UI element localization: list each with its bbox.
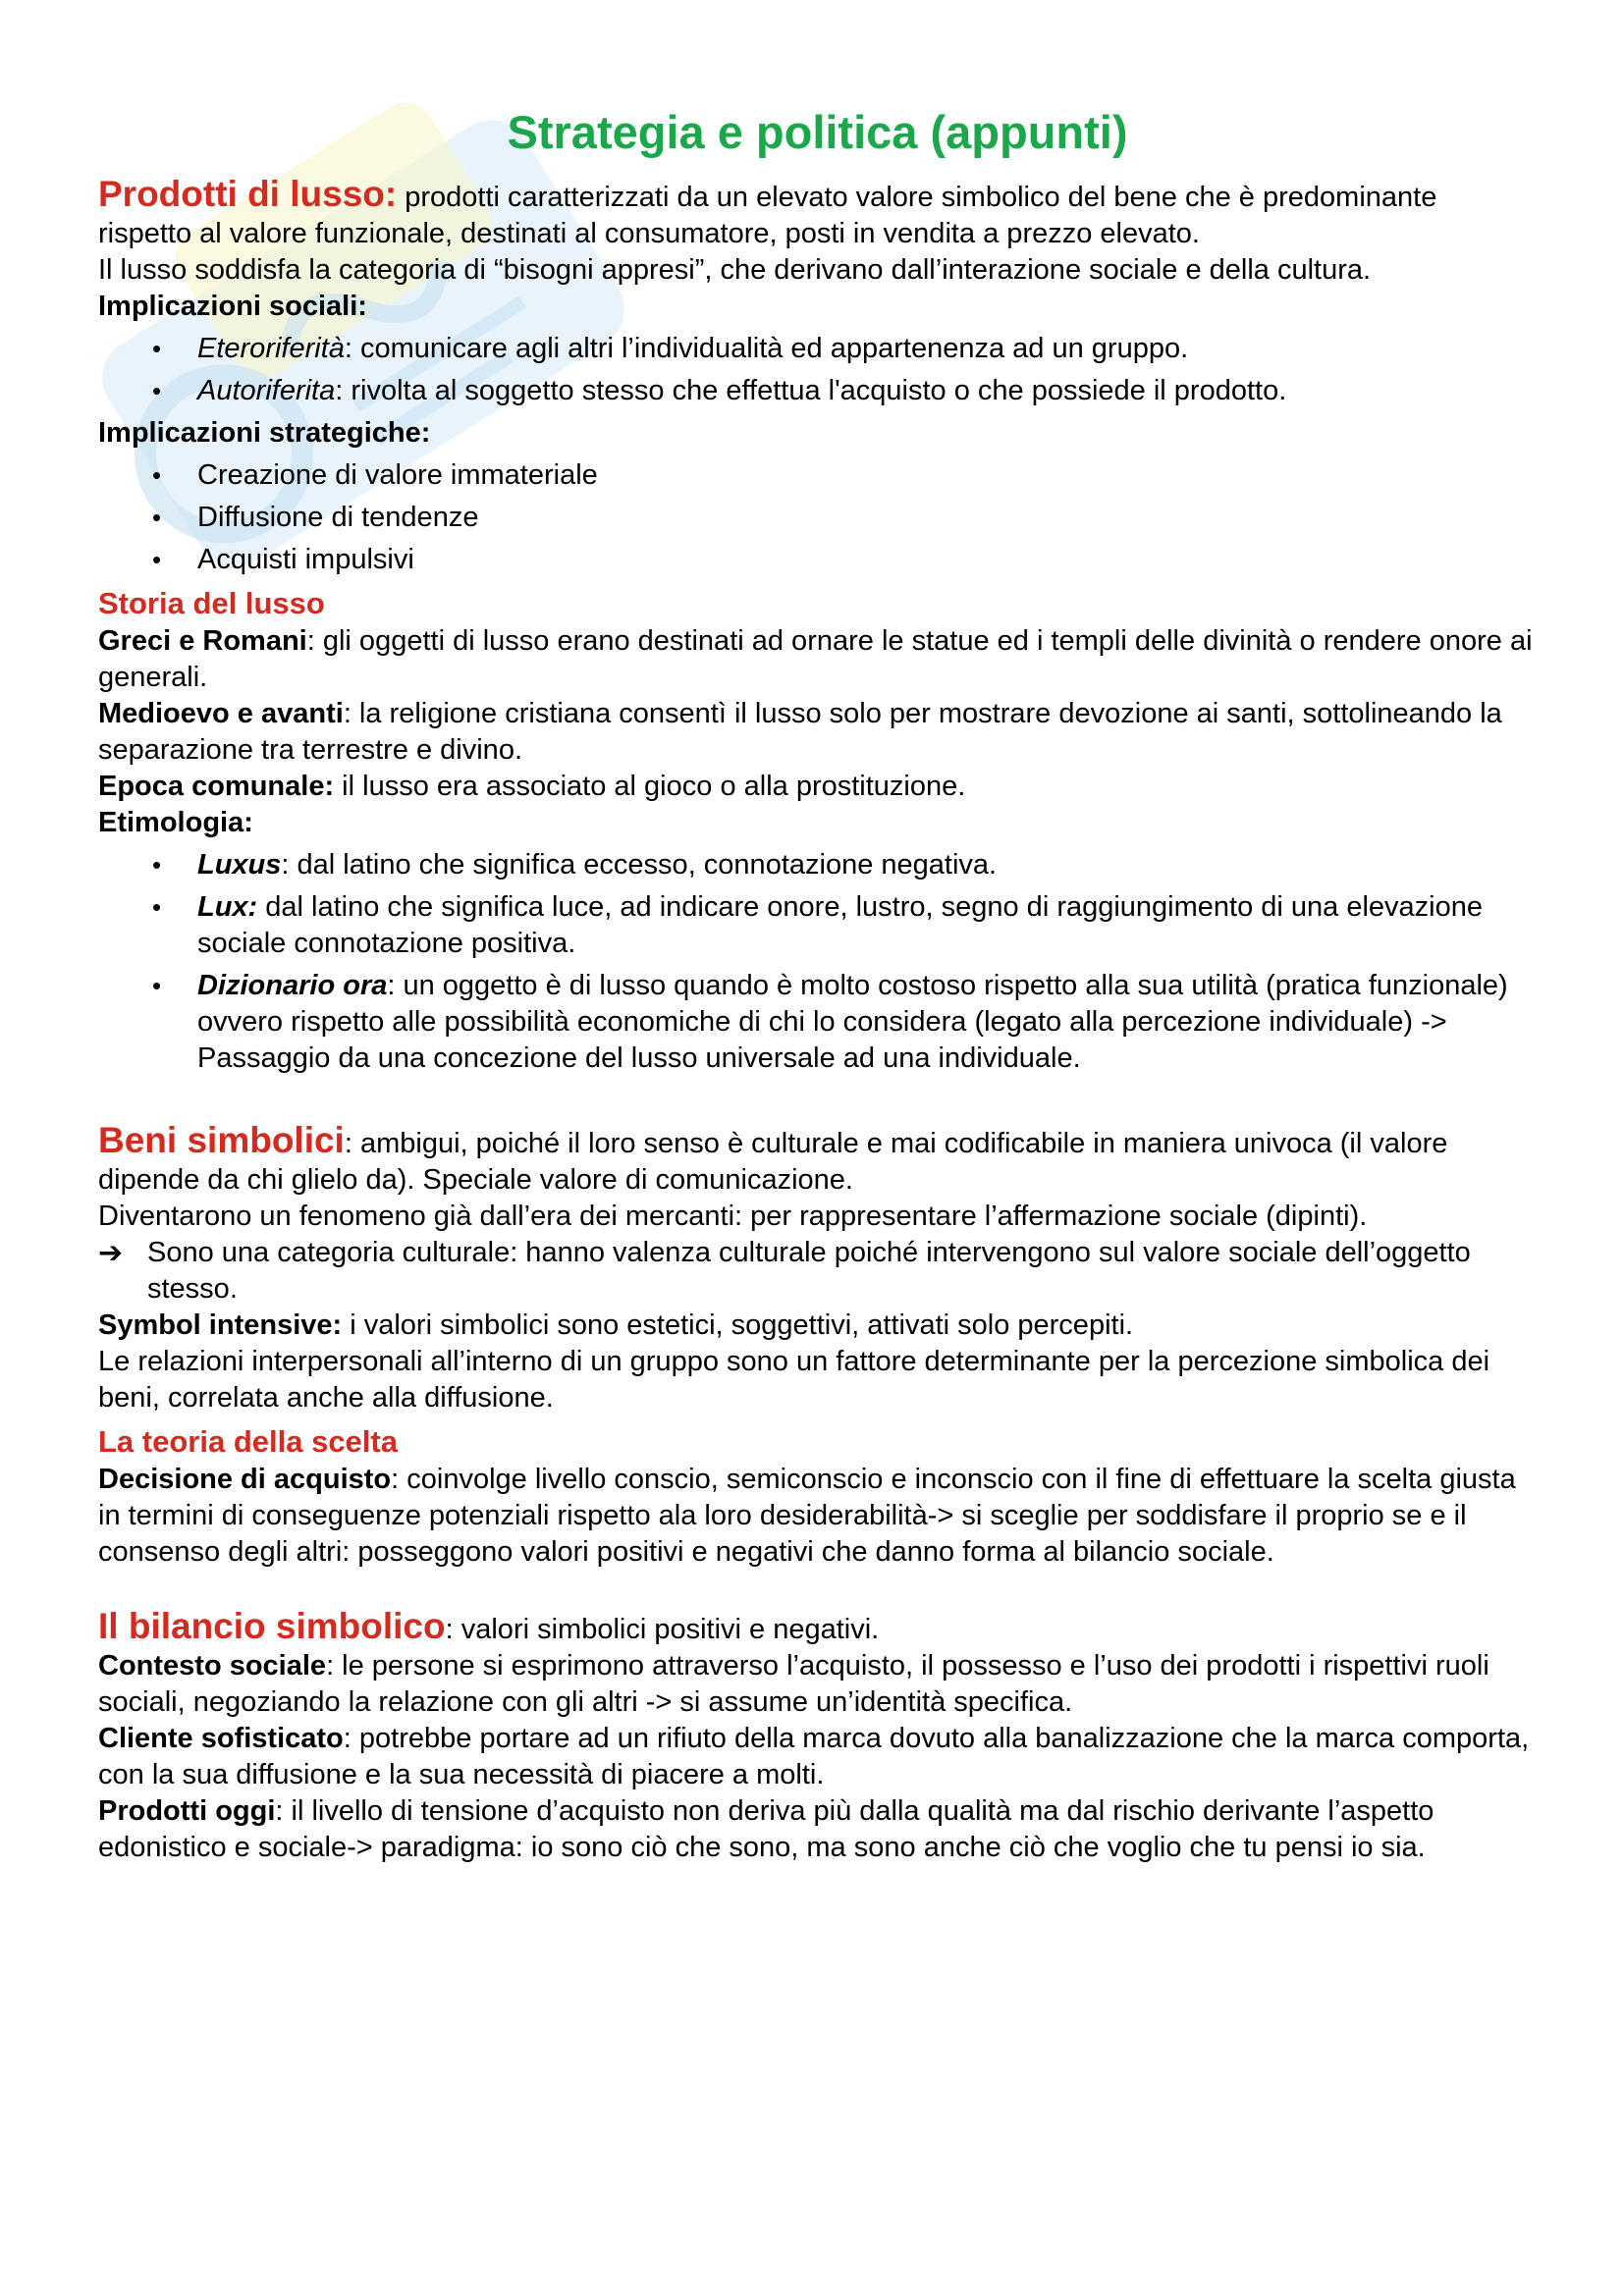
paragraph-prodotti-oggi: Prodotti oggi: il livello di tensione d’acquisto non deriva più dalla qualità ma dal rischio derivante l’aspetto edonistico e sociale-> paradigma: io sono ciò che sono, ma sono anche ciò che voglio che tu pensi io sia. (98, 1795, 1434, 1863)
paragraph-text: Il lusso soddisfa la categoria di “bisogni appresi”, che derivano dall’interazione sociale e della cultura. (98, 254, 1372, 286)
paragraph-text: : valori simbolici positivi e negativi. (445, 1614, 880, 1645)
list-item-term: Eteroriferità (197, 333, 345, 364)
list-item-term: Dizionario ora (197, 970, 388, 1001)
bullet-icon: • (152, 376, 162, 405)
section-heading-beni-simbolici: Beni simbolici (98, 1120, 345, 1160)
list-item (98, 373, 1537, 409)
bullet-icon: • (152, 503, 162, 532)
list-item-text: Diffusione di tendenze (197, 502, 479, 533)
list-item-text: Acquisti impulsivi (197, 544, 414, 575)
bullet-icon: • (152, 850, 162, 880)
paragraph-text: Le relazioni interpersonali all’interno di un gruppo sono un fattore determinante per la percezione simbolica dei beni, correlata anche alla diffusione. (98, 1346, 1490, 1414)
list-item-term: Autoriferita (197, 375, 336, 406)
list-item-text: Creazione di valore immateriale (197, 459, 598, 491)
paragraph-text: : ambigui, poiché il loro senso è culturale e mai codificabile in maniera univoca (il valore dipende da chi glielo da). Speciale valore di comunicazione. (98, 1128, 1448, 1196)
paragraph-contesto-sociale: Contesto sociale: le persone si esprimono attraverso l’acquisto, il possesso e l’uso dei prodotti i rispettivi ruoli sociali, negoziando la relazione con gli altri -> si assume un’identità specifica. (98, 1650, 1489, 1718)
bullet-icon: • (152, 971, 162, 1000)
paragraph-text: prodotti caratterizzati da un elevato valore simbolico del bene che è predominante rispetto al valore funzionale, destinati al consumatore, posti in vendita a prezzo elevato. (98, 182, 1437, 249)
subheading-implicazioni-sociali: Implicazioni sociali: (98, 291, 367, 322)
section-heading-teoria-della-scelta: La teoria della scelta (98, 1424, 398, 1459)
list-item-text: : dal latino che significa eccesso, connotazione negativa. (281, 849, 998, 881)
list-item-term: Lux: (197, 891, 258, 923)
list-item (98, 968, 1537, 1077)
bullet-icon: • (152, 892, 162, 922)
list-item-text: : un oggetto è di lusso quando è molto costoso rispetto alla sua utilità (pratica funzionale) ovvero rispetto alle possibilità economiche di chi lo considera (legato alla percezione individuale) -> Passaggio da una concezione del lusso universale ad una individuale. (197, 970, 1508, 1074)
paragraph-greci-e-romani: Greci e Romani: gli oggetti di lusso erano destinati ad ornare le statue ed i templi delle divinità o rendere onore ai generali. (98, 625, 1533, 693)
list-implicazioni-strategiche (98, 457, 1537, 578)
section-heading-prodotti-di-lusso: Prodotti di lusso: (98, 174, 398, 214)
list-item (98, 542, 1537, 578)
paragraph-cliente-sofisticato: Cliente sofisticato: potrebbe portare ad un rifiuto della marca dovuto alla banalizzazione che la marca comporta, con la sua diffusione e la sua necessità di piacere a molti. (98, 1723, 1530, 1790)
list-item (98, 847, 1537, 883)
list-item (98, 331, 1537, 367)
paragraph-symbol-intensive: Symbol intensive: i valori simbolici sono estetici, soggettivi, attivati solo percepiti. (98, 1309, 1134, 1341)
paragraph-medioevo: Medioevo e avanti: la religione cristiana consentì il lusso solo per mostrare devozione ai santi, sottolineando la separazione tra terrestre e divino. (98, 698, 1502, 766)
paragraph-text: Diventarono un fenomeno già dall’era dei mercanti: per rappresentare l’affermazione sociale (dipinti). (98, 1201, 1368, 1232)
arrow-right-icon: ➔ (98, 1237, 124, 1269)
section-heading-bilancio-simbolico: Il bilancio simbolico (98, 1606, 446, 1646)
list-item (98, 889, 1537, 962)
list-implicazioni-sociali (98, 331, 1537, 409)
list-item-text: : rivolta al soggetto stesso che effettua l'acquisto o che possiede il prodotto. (335, 375, 1287, 406)
section-heading-storia-del-lusso: Storia del lusso (98, 586, 325, 620)
bullet-icon: • (152, 460, 162, 490)
bullet-icon: • (152, 334, 162, 363)
list-item-term: Luxus (197, 849, 282, 881)
list-item-text: : comunicare agli altri l’individualità ed appartenenza ad un gruppo. (344, 333, 1189, 364)
section-prodotti-di-lusso-intro (98, 176, 1537, 252)
subheading-etimologia: Etimologia: (98, 807, 253, 838)
list-item (98, 500, 1537, 536)
arrow-point-text: Sono una categoria culturale: hanno valenza culturale poiché intervengono sul valore sociale dell’oggetto stesso. (147, 1237, 1471, 1305)
arrow-point (98, 1235, 1537, 1308)
list-item (98, 457, 1537, 494)
bullet-icon: • (152, 545, 162, 574)
list-item-text: dal latino che significa luce, ad indicare onore, lustro, segno di raggiungimento di una elevazione sociale connotazione positiva. (197, 891, 1484, 959)
section-beni-simbolici-intro (98, 1122, 1537, 1199)
document-title: Strategia e politica (appunti) (507, 106, 1128, 158)
section-bilancio-simbolico-intro (98, 1608, 1537, 1648)
subheading-implicazioni-strategiche: Implicazioni strategiche: (98, 417, 431, 449)
document-page (98, 101, 1537, 1866)
paragraph-decisione-di-acquisto: Decisione di acquisto: coinvolge livello conscio, semiconscio e inconscio con il fine di effettuare la scelta giusta in termini di conseguenze potenziali rispetto ala loro desiderabilità-> si sceglie per soddisfare il proprio se e il consenso degli altri: posseggono valori positivi e negativi che danno forma al bilancio sociale. (98, 1464, 1516, 1568)
list-etimologia (98, 847, 1537, 1077)
paragraph-epoca-comunale: Epoca comunale: il lusso era associato al gioco o alla prostituzione. (98, 771, 966, 802)
